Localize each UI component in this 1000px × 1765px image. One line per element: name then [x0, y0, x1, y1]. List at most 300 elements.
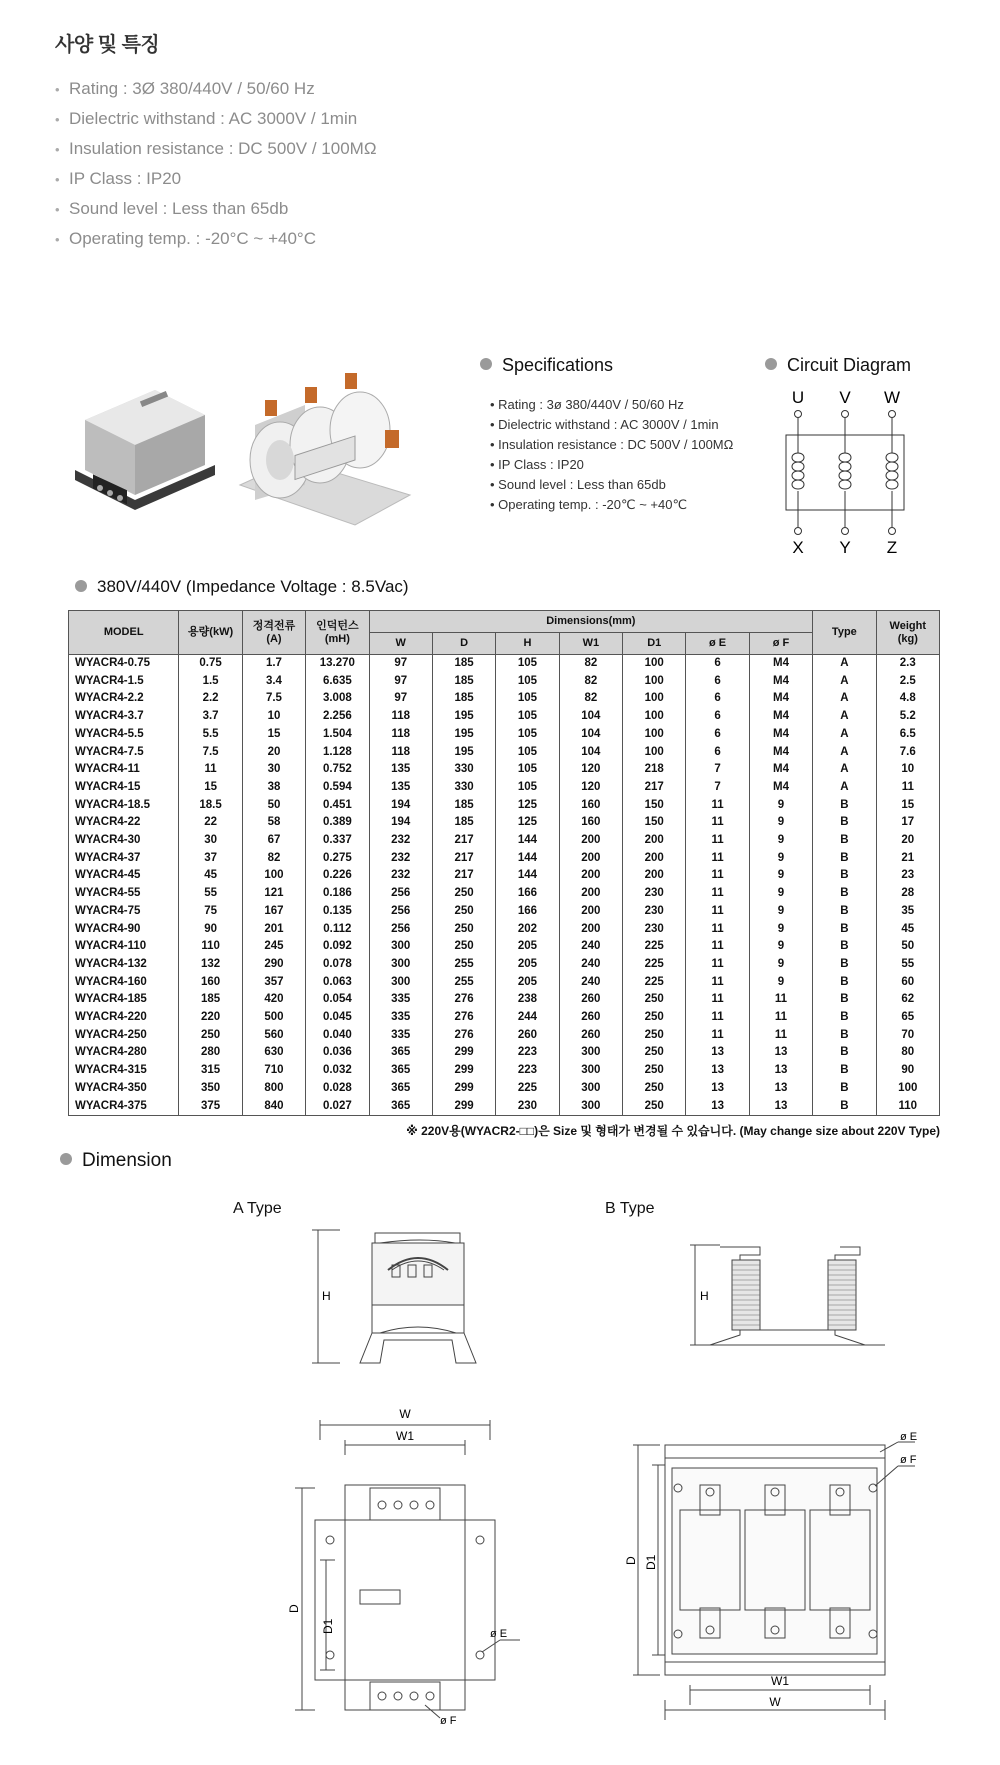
table-cell: 1.128: [306, 744, 369, 762]
table-cell: 23: [876, 867, 939, 885]
model-cell: WYACR4-37: [69, 850, 179, 868]
table-cell: 201: [242, 921, 305, 939]
table-cell: 223: [496, 1044, 559, 1062]
table-row: [69, 1027, 940, 1045]
table-heading: 380V/440V (Impedance Voltage : 8.5Vac): [75, 577, 409, 597]
table-cell: 365: [369, 1098, 432, 1116]
model-cell: WYACR4-160: [69, 974, 179, 992]
table-cell: 250: [623, 1044, 686, 1062]
table-cell: 60: [876, 974, 939, 992]
table-cell: 166: [496, 903, 559, 921]
model-cell: WYACR4-55: [69, 885, 179, 903]
table-cell: 0.092: [306, 938, 369, 956]
table-cell: 2.2: [179, 690, 242, 708]
dim-label-w-b: W: [769, 1695, 781, 1709]
specifications-heading: Specifications: [480, 355, 613, 376]
table-cell: 62: [876, 991, 939, 1009]
table-cell: 30: [242, 761, 305, 779]
model-cell: WYACR4-280: [69, 1044, 179, 1062]
model-cell: WYACR4-220: [69, 1009, 179, 1027]
table-cell: 0.040: [306, 1027, 369, 1045]
table-cell: 6: [686, 673, 749, 691]
table-cell: 82: [559, 673, 622, 691]
table-cell: 11: [686, 797, 749, 815]
header-dimensions: Dimensions(mm): [369, 611, 813, 633]
circuit-diagram: [780, 385, 910, 560]
table-cell: A: [813, 726, 876, 744]
table-cell: 100: [623, 690, 686, 708]
table-cell: 150: [623, 814, 686, 832]
table-cell: 276: [432, 991, 495, 1009]
feature-item: • IP Class : IP20: [55, 169, 182, 188]
table-cell: 9: [749, 797, 812, 815]
table-cell: 15: [242, 726, 305, 744]
table-cell: 365: [369, 1044, 432, 1062]
table-cell: 1.7: [242, 655, 305, 673]
table-cell: 250: [623, 1009, 686, 1027]
table-cell: 299: [432, 1098, 495, 1116]
table-cell: 3.008: [306, 690, 369, 708]
table-cell: M4: [749, 761, 812, 779]
table-cell: 67: [242, 832, 305, 850]
header-e: ø E: [686, 633, 749, 655]
table-cell: M4: [749, 779, 812, 797]
table-cell: 230: [623, 885, 686, 903]
table-cell: 299: [432, 1062, 495, 1080]
table-cell: A: [813, 673, 876, 691]
table-cell: 110: [179, 938, 242, 956]
table-cell: 11: [686, 885, 749, 903]
table-cell: 185: [432, 690, 495, 708]
table-cell: 15: [179, 779, 242, 797]
table-cell: 45: [876, 921, 939, 939]
table-row: [69, 690, 940, 708]
table-cell: 9: [749, 832, 812, 850]
table-cell: 55: [876, 956, 939, 974]
table-row: [69, 726, 940, 744]
model-cell: WYACR4-30: [69, 832, 179, 850]
table-cell: 205: [496, 956, 559, 974]
header-h: H: [496, 633, 559, 655]
table-cell: 18.5: [179, 797, 242, 815]
table-cell: 7: [686, 779, 749, 797]
table-cell: 230: [623, 903, 686, 921]
table-cell: B: [813, 921, 876, 939]
spec-item: • Dielectric withstand : AC 3000V / 1min: [490, 417, 719, 432]
table-row: [69, 921, 940, 939]
header-model: MODEL: [69, 611, 179, 655]
model-cell: WYACR4-22: [69, 814, 179, 832]
table-cell: 250: [432, 921, 495, 939]
table-cell: 205: [496, 938, 559, 956]
table-cell: B: [813, 850, 876, 868]
table-cell: 21: [876, 850, 939, 868]
table-cell: 97: [369, 690, 432, 708]
table-cell: 11: [686, 867, 749, 885]
table-cell: 225: [623, 974, 686, 992]
table-cell: 250: [432, 938, 495, 956]
table-cell: 185: [179, 991, 242, 1009]
table-cell: 11: [686, 991, 749, 1009]
table-row: [69, 1009, 940, 1027]
table-cell: 100: [623, 673, 686, 691]
table-cell: 840: [242, 1098, 305, 1116]
table-cell: M4: [749, 655, 812, 673]
table-cell: 110: [876, 1098, 939, 1116]
product-photo-b-type: [235, 365, 415, 535]
table-cell: 11: [686, 974, 749, 992]
table-cell: 6.635: [306, 673, 369, 691]
table-cell: 195: [432, 726, 495, 744]
table-cell: 0.028: [306, 1080, 369, 1098]
table-cell: 160: [559, 797, 622, 815]
table-cell: 9: [749, 903, 812, 921]
header-type: Type: [813, 611, 876, 655]
table-cell: 200: [559, 885, 622, 903]
model-cell: WYACR4-110: [69, 938, 179, 956]
table-cell: 335: [369, 1027, 432, 1045]
model-cell: WYACR4-15: [69, 779, 179, 797]
table-cell: 276: [432, 1027, 495, 1045]
table-cell: 9: [749, 885, 812, 903]
model-cell: WYACR4-5.5: [69, 726, 179, 744]
table-cell: 121: [242, 885, 305, 903]
b-type-top-drawing: [624, 1430, 930, 1720]
table-cell: 2.3: [876, 655, 939, 673]
table-cell: 365: [369, 1062, 432, 1080]
table-cell: 166: [496, 885, 559, 903]
table-cell: 35: [876, 903, 939, 921]
table-cell: 100: [623, 726, 686, 744]
dim-label-h-b: H: [700, 1289, 709, 1303]
dim-label-e-b: ø E: [900, 1431, 918, 1443]
header-d1: D1: [623, 633, 686, 655]
table-cell: 6: [686, 655, 749, 673]
table-cell: B: [813, 956, 876, 974]
table-cell: 200: [559, 850, 622, 868]
table-cell: 50: [242, 797, 305, 815]
table-cell: A: [813, 690, 876, 708]
circuit-diagram-heading: Circuit Diagram: [765, 355, 911, 376]
table-cell: 240: [559, 974, 622, 992]
table-cell: 11: [686, 921, 749, 939]
dim-label-w1: W1: [396, 1429, 414, 1443]
terminal-label-w: W: [883, 388, 901, 407]
table-cell: 150: [623, 797, 686, 815]
table-cell: 250: [623, 991, 686, 1009]
b-type-label: B Type: [605, 1200, 655, 1217]
table-cell: 0.226: [306, 867, 369, 885]
table-cell: B: [813, 1027, 876, 1045]
table-cell: 11: [686, 956, 749, 974]
table-cell: 11: [749, 1009, 812, 1027]
table-cell: 10: [876, 761, 939, 779]
table-cell: 260: [559, 991, 622, 1009]
table-cell: B: [813, 797, 876, 815]
table-cell: 11: [686, 814, 749, 832]
table-cell: 250: [179, 1027, 242, 1045]
feature-item: • Dielectric withstand : AC 3000V / 1min: [55, 109, 358, 128]
dim-label-d1-b: D1: [644, 1554, 658, 1570]
table-cell: 6.5: [876, 726, 939, 744]
terminal-label-z: Z: [886, 538, 898, 557]
table-cell: 217: [432, 867, 495, 885]
table-row: [69, 797, 940, 815]
table-cell: 104: [559, 708, 622, 726]
spec-table-wrapper: [68, 610, 940, 1116]
table-cell: 335: [369, 991, 432, 1009]
table-cell: 245: [242, 938, 305, 956]
table-cell: 232: [369, 832, 432, 850]
model-cell: WYACR4-1.5: [69, 673, 179, 691]
table-cell: 13: [749, 1080, 812, 1098]
dim-label-d: D: [287, 1604, 301, 1613]
model-cell: WYACR4-75: [69, 903, 179, 921]
table-cell: 7.5: [242, 690, 305, 708]
table-cell: 167: [242, 903, 305, 921]
table-cell: 194: [369, 797, 432, 815]
table-cell: 100: [242, 867, 305, 885]
table-row: [69, 814, 940, 832]
table-cell: B: [813, 814, 876, 832]
table-cell: 135: [369, 761, 432, 779]
table-row: [69, 956, 940, 974]
table-cell: 2.5: [876, 673, 939, 691]
table-cell: 1.504: [306, 726, 369, 744]
table-cell: 200: [623, 867, 686, 885]
dimension-heading: Dimension: [60, 1150, 172, 1172]
table-cell: 0.112: [306, 921, 369, 939]
table-cell: 299: [432, 1080, 495, 1098]
table-cell: 290: [242, 956, 305, 974]
table-cell: 225: [623, 956, 686, 974]
table-cell: 0.036: [306, 1044, 369, 1062]
table-cell: 13: [686, 1044, 749, 1062]
terminal-label-x: X: [792, 538, 804, 557]
table-cell: 0.75: [179, 655, 242, 673]
table-cell: 225: [623, 938, 686, 956]
table-cell: 250: [432, 903, 495, 921]
table-cell: 0.032: [306, 1062, 369, 1080]
table-cell: 256: [369, 903, 432, 921]
table-cell: 7.5: [179, 744, 242, 762]
table-cell: 200: [623, 832, 686, 850]
header-inductance: 인덕턴스 (mH): [306, 611, 369, 655]
table-cell: 118: [369, 708, 432, 726]
table-cell: 100: [876, 1080, 939, 1098]
feature-item: • Rating : 3Ø 380/440V / 50/60 Hz: [55, 79, 315, 98]
table-cell: 500: [242, 1009, 305, 1027]
table-cell: 22: [179, 814, 242, 832]
table-cell: A: [813, 655, 876, 673]
table-cell: 232: [369, 867, 432, 885]
table-cell: 45: [179, 867, 242, 885]
table-cell: 350: [179, 1080, 242, 1098]
table-cell: A: [813, 779, 876, 797]
table-cell: 17: [876, 814, 939, 832]
header-w: W: [369, 633, 432, 655]
table-cell: 9: [749, 921, 812, 939]
table-cell: 13: [686, 1062, 749, 1080]
header-f: ø F: [749, 633, 812, 655]
table-cell: 105: [496, 655, 559, 673]
terminal-label-u: U: [791, 388, 805, 407]
table-cell: 6: [686, 708, 749, 726]
a-type-side-drawing: [300, 1225, 490, 1370]
table-cell: 3.4: [242, 673, 305, 691]
table-cell: 13: [749, 1044, 812, 1062]
specifications-list: [490, 395, 733, 515]
model-cell: WYACR4-11: [69, 761, 179, 779]
dim-label-w: W: [399, 1407, 411, 1421]
table-cell: 200: [623, 850, 686, 868]
table-cell: 20: [242, 744, 305, 762]
table-cell: 0.275: [306, 850, 369, 868]
table-cell: 0.186: [306, 885, 369, 903]
model-cell: WYACR4-315: [69, 1062, 179, 1080]
table-cell: 118: [369, 726, 432, 744]
table-row: [69, 974, 940, 992]
table-row: [69, 903, 940, 921]
table-row: [69, 708, 940, 726]
table-cell: 82: [559, 655, 622, 673]
table-cell: 160: [179, 974, 242, 992]
table-cell: 365: [369, 1080, 432, 1098]
table-cell: B: [813, 1009, 876, 1027]
table-cell: B: [813, 974, 876, 992]
table-cell: 330: [432, 761, 495, 779]
table-cell: 4.8: [876, 690, 939, 708]
table-cell: 260: [559, 1027, 622, 1045]
table-cell: M4: [749, 708, 812, 726]
table-cell: 260: [559, 1009, 622, 1027]
table-cell: 217: [432, 850, 495, 868]
table-cell: 420: [242, 991, 305, 1009]
table-cell: 0.451: [306, 797, 369, 815]
model-cell: WYACR4-7.5: [69, 744, 179, 762]
table-cell: 276: [432, 1009, 495, 1027]
table-cell: 11: [686, 832, 749, 850]
table-cell: 30: [179, 832, 242, 850]
table-cell: 710: [242, 1062, 305, 1080]
model-cell: WYACR4-45: [69, 867, 179, 885]
table-row: [69, 655, 940, 673]
table-cell: 97: [369, 655, 432, 673]
table-cell: 144: [496, 850, 559, 868]
table-cell: 90: [876, 1062, 939, 1080]
model-cell: WYACR4-0.75: [69, 655, 179, 673]
table-cell: 230: [496, 1098, 559, 1116]
table-cell: 256: [369, 921, 432, 939]
table-cell: 185: [432, 655, 495, 673]
table-cell: 3.7: [179, 708, 242, 726]
feature-item: • Sound level : Less than 65db: [55, 199, 289, 218]
table-cell: 255: [432, 974, 495, 992]
table-cell: 375: [179, 1098, 242, 1116]
table-cell: 240: [559, 956, 622, 974]
dim-label-d1: D1: [321, 1618, 335, 1634]
table-cell: 5.2: [876, 708, 939, 726]
header-capacity: 용량(kW): [179, 611, 242, 655]
table-cell: 330: [432, 779, 495, 797]
b-type-side-drawing: [680, 1235, 900, 1355]
table-cell: 11: [876, 779, 939, 797]
table-cell: 9: [749, 974, 812, 992]
table-row: [69, 867, 940, 885]
a-type-top-drawing: [287, 1400, 540, 1727]
table-cell: B: [813, 1080, 876, 1098]
model-cell: WYACR4-18.5: [69, 797, 179, 815]
table-cell: 6: [686, 726, 749, 744]
table-cell: 10: [242, 708, 305, 726]
table-cell: 250: [623, 1027, 686, 1045]
table-cell: 560: [242, 1027, 305, 1045]
table-cell: 13: [686, 1098, 749, 1116]
table-cell: 9: [749, 938, 812, 956]
table-cell: 20: [876, 832, 939, 850]
table-cell: 105: [496, 761, 559, 779]
table-cell: 135: [369, 779, 432, 797]
table-cell: A: [813, 744, 876, 762]
table-cell: 220: [179, 1009, 242, 1027]
table-cell: 1.5: [179, 673, 242, 691]
a-type-label: A Type: [233, 1200, 282, 1217]
table-cell: 9: [749, 867, 812, 885]
table-row: [69, 1044, 940, 1062]
spec-table: [68, 610, 940, 1116]
header-weight: Weight (kg): [876, 611, 939, 655]
table-cell: 238: [496, 991, 559, 1009]
table-cell: 28: [876, 885, 939, 903]
table-cell: 194: [369, 814, 432, 832]
spec-item: • Rating : 3ø 380/440V / 50/60 Hz: [490, 397, 684, 412]
table-cell: 0.054: [306, 991, 369, 1009]
table-cell: 185: [432, 797, 495, 815]
terminal-label-y: Y: [839, 538, 851, 557]
dim-label-f: ø F: [440, 1715, 457, 1727]
model-cell: WYACR4-90: [69, 921, 179, 939]
table-cell: 0.078: [306, 956, 369, 974]
table-cell: 250: [623, 1062, 686, 1080]
table-cell: 105: [496, 726, 559, 744]
table-cell: 357: [242, 974, 305, 992]
table-cell: 70: [876, 1027, 939, 1045]
table-cell: 225: [496, 1080, 559, 1098]
table-cell: 13.270: [306, 655, 369, 673]
model-cell: WYACR4-185: [69, 991, 179, 1009]
table-cell: 256: [369, 885, 432, 903]
table-cell: 0.594: [306, 779, 369, 797]
table-cell: 300: [369, 974, 432, 992]
table-row: [69, 779, 940, 797]
table-cell: 82: [242, 850, 305, 868]
table-cell: 202: [496, 921, 559, 939]
table-cell: 11: [749, 1027, 812, 1045]
table-cell: M4: [749, 726, 812, 744]
table-cell: 630: [242, 1044, 305, 1062]
table-row: [69, 832, 940, 850]
table-cell: 195: [432, 744, 495, 762]
table-cell: 195: [432, 708, 495, 726]
table-cell: 250: [623, 1080, 686, 1098]
table-cell: 132: [179, 956, 242, 974]
table-cell: 90: [179, 921, 242, 939]
table-cell: B: [813, 1062, 876, 1080]
table-cell: 335: [369, 1009, 432, 1027]
table-cell: 260: [496, 1027, 559, 1045]
table-cell: 2.256: [306, 708, 369, 726]
page-title: 사양 및 특징: [55, 34, 160, 56]
